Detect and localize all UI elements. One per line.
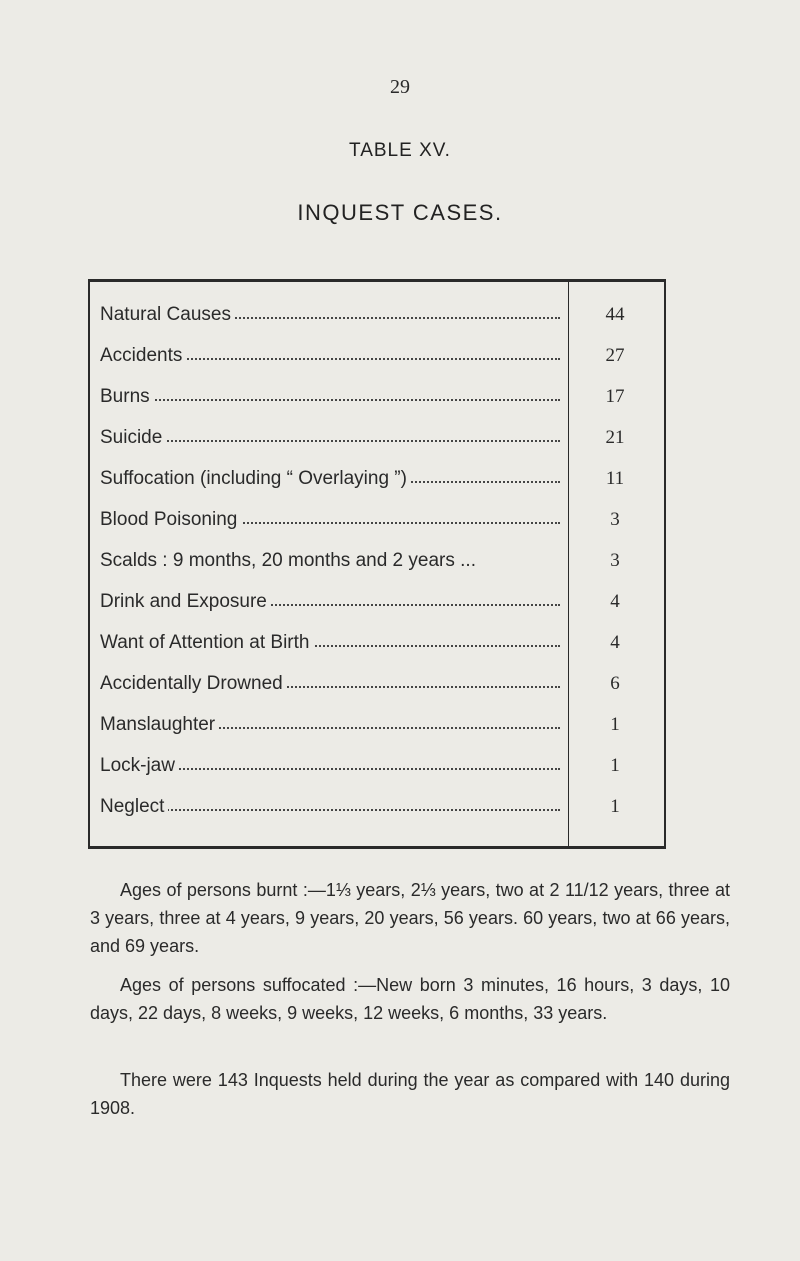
cause-cell: Scalds : 9 months, 20 months and 2 years ... (100, 550, 560, 572)
suffocated-ages-paragraph (90, 971, 730, 1027)
cause-cell: Want of Attention at Birth (100, 632, 560, 654)
cause-cell: Neglect (100, 796, 560, 818)
cause-cell: Natural Causes (100, 304, 560, 326)
burnt-ages-text: Ages of persons burnt :—1⅓ years, 2⅓ years, two at 2 11/12 years, three at 3 years, three at 4 years, 9 years, 20 years, 56 years. 60 years, two at 66 years, and 69 years. (90, 880, 730, 956)
table-row (90, 632, 664, 662)
table-row (90, 755, 664, 785)
count-cell: 17 (605, 386, 625, 407)
count-cell: 1 (610, 755, 620, 776)
table-title: TABLE XV. (349, 140, 451, 161)
count-cell: 44 (605, 304, 625, 325)
cause-cell: Drink and Exposure (100, 591, 560, 613)
table-subtitle: INQUEST CASES. (297, 200, 503, 225)
table-row (90, 673, 664, 703)
table-row (90, 468, 664, 498)
count-cell: 27 (605, 345, 625, 366)
count-cell: 3 (610, 509, 620, 530)
inquests-summary-paragraph (90, 1066, 730, 1122)
suffocated-ages-text: Ages of persons suffocated :—New born 3 minutes, 16 hours, 3 days, 10 days, 22 days, 8 weeks, 9 weeks, 12 weeks, 6 months, 33 years. (90, 975, 730, 1023)
inquests-summary-text: There were 143 Inquests held during the year as compared with 140 during 1908. (90, 1070, 730, 1118)
count-cell: 1 (610, 796, 620, 817)
page-number: 29 (390, 76, 410, 98)
cause-cell: Accidentally Drowned (100, 673, 560, 695)
table-row (90, 427, 664, 457)
count-cell: 11 (605, 468, 625, 489)
cause-cell: Lock-jaw (100, 755, 560, 777)
count-cell: 21 (605, 427, 625, 448)
count-cell: 1 (610, 714, 620, 735)
count-cell: 6 (610, 673, 620, 694)
cause-cell: Blood Poisoning (100, 509, 560, 531)
cause-cell: Burns (100, 386, 560, 408)
table-row (90, 345, 664, 375)
table-row (90, 386, 664, 416)
table-row (90, 796, 664, 826)
burnt-ages-paragraph (90, 876, 730, 960)
table-row (90, 304, 664, 334)
count-cell: 4 (610, 632, 620, 653)
cause-cell: Suicide (100, 427, 560, 449)
count-cell: 3 (610, 550, 620, 571)
count-cell: 4 (610, 591, 620, 612)
table-row (90, 550, 664, 580)
table-row (90, 509, 664, 539)
table-row (90, 714, 664, 744)
cause-cell: Manslaughter (100, 714, 560, 736)
cause-cell: Accidents (100, 345, 560, 367)
table-row (90, 591, 664, 621)
cause-cell: Suffocation (including “ Overlaying ”) (100, 468, 560, 490)
inquest-table (88, 279, 666, 849)
